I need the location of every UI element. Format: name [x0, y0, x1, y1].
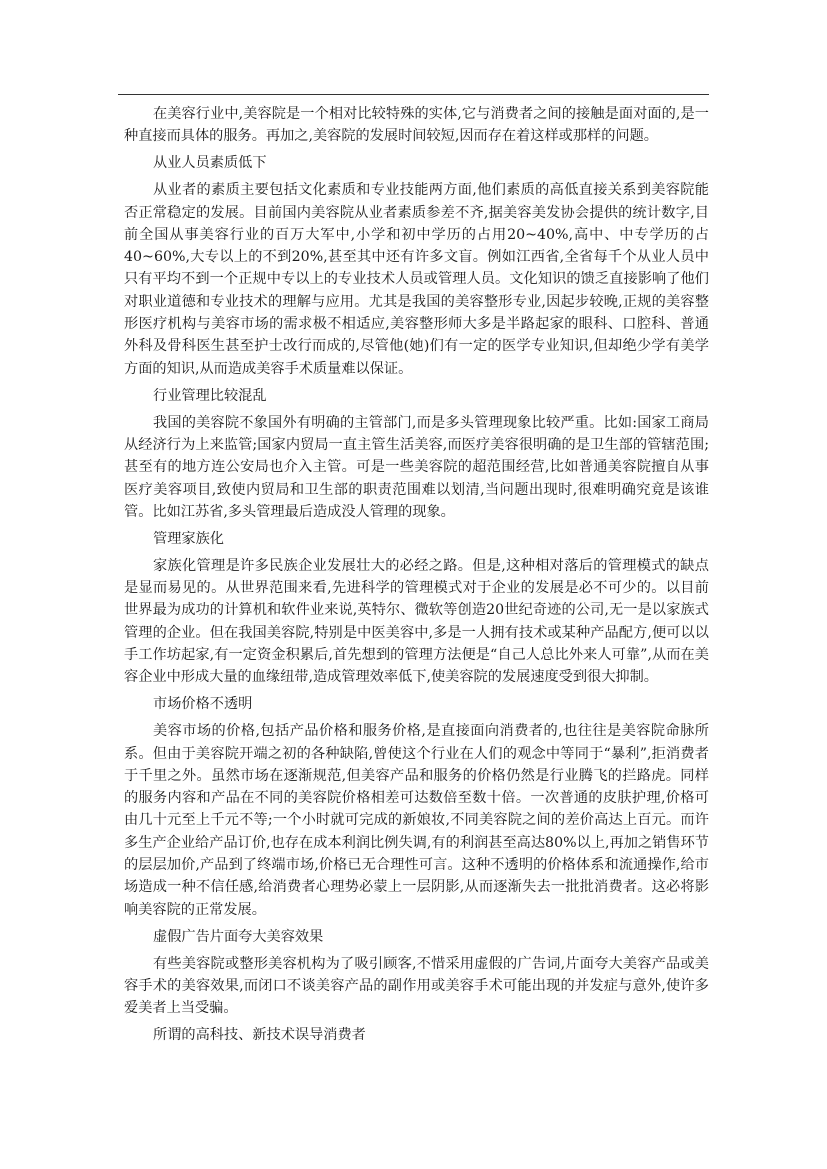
body-paragraph: 我国的美容院不象国外有明确的主管部门,而是多头管理现象比较严重。比如:国家工商局从经济行为上来监管;国家内贸局一直主管生活美容,而医疗美容很明确的是卫生部的管辖范围;甚至有的地方连公安局也介入主管。可是一些美容院的超范围经营,比如普通美容院擅自从事医疗美容项目,致使内贸局和卫生部的职责范围难以划清,当问题出现时,很难明确究竟是该谁管。比如江苏省,多头管理最后造成没人管理的现象。 [124, 414, 709, 520]
section-heading: 虚假广告片面夸大美容效果 [153, 928, 324, 945]
body-paragraph: 家族化管理是许多民族企业发展壮大的必经之路。但是,这种相对落后的管理模式的缺点是显而易见的。从世界范围来看,先进科学的管理模式对于企业的发展是必不可少的。以目前世界最为成功的计算机和软件业来说,英特尔、微软等创造20世纪奇迹的公司,无一是以家族式管理的企业。但在我国美容院,特别是中医美容中,多是一人拥有技术或某种产品配方,便可以以手工作坊起家,有一定资金积累后,首先想到的管理方法便是“自己人总比外来人可靠”,从而在美容企业中形成大量的血缘纽带,造成管理效率低下,使美容院的发展速度受到很大抑制。 [124, 557, 709, 686]
body-paragraph: 从业者的素质主要包括文化素质和专业技能两方面,他们素质的高低直接关系到美容院能否正常稳定的发展。目前国内美容院从业者素质参差不齐,据美容美发协会提供的统计数字,目前全国从事美容行业的百万大军中,小学和初中学历的占用20~40%,高中、中专学历的占40~60%,大专以上的不到20%,甚至其中还有许多文盲。例如江西省,全省每千个从业人员中只有平均不到一个正规中专以上的专业技术人员或管理人员。文化知识的馈乏直接影响了他们对职业道德和专业技术的理解与应用。尤其是我国的美容整形专业,因起步较晚,正规的美容整形医疗机构与美容市场的需求极不相适应,美容整形师大多是半路起家的眼科、口腔科、普通外科及骨科医生甚至护士改行而成的,尽管他(她)们有一定的医学专业知识,但却绝少学有美学方面的知识,从而造成美容手术质量难以保证。 [124, 182, 709, 377]
document-body [124, 103, 709, 1051]
section-heading: 从业人员素质低下 [153, 155, 267, 172]
section-heading: 行业管理比较混乱 [153, 387, 267, 404]
body-paragraph: 美容市场的价格,包括产品价格和服务价格,是直接面向消费者的,也往往是美容院命脉所系。但由于美容院开端之初的各种缺陷,曾使这个行业在人们的观念中等同于“暴利”,拒消费者于千里之外。虽然市场在逐渐规范,但美容产品和服务的价格仍然是行业腾飞的拦路虎。同样的服务内容和产品在不同的美容院价格相差可达数倍至数十倍。一次普通的皮肤护理,价格可由几十元至上千元不等;一个小时就可完成的新娘妆,不同美容院之间的差价高达上百元。而许多生产企业给产品订价,也存在成本利润比例失调,有的利润甚至高达80%以上,再加之销售环节的层层加价,产品到了终端市场,价格已无合理性可言。这种不透明的价格体系和流通操作,给市场造成一种不信任感,给消费者心理势必蒙上一层阴影,从而逐渐失去一批批消费者。这必将影响美容院的正常发展。 [124, 723, 709, 918]
section-heading: 所谓的高科技、新技术误导消费者 [153, 1027, 366, 1044]
section-heading: 市场价格不透明 [153, 696, 253, 713]
section-heading: 管理家族化 [153, 530, 224, 547]
header-rule [118, 94, 709, 95]
body-paragraph: 有些美容院或整形美容机构为了吸引顾客,不惜采用虚假的广告词,片面夸大美容产品或美容手术的美容效果,而闭口不谈美容产品的副作用或美容手术可能出现的并发症与意外,使许多爱美者上当受骗。 [124, 955, 709, 1017]
intro-paragraph: 在美容行业中,美容院是一个相对比较特殊的实体,它与消费者之间的接触是面对面的,是一种直接而具体的服务。再加之,美容院的发展时间较短,因而存在着这样或那样的问题。 [124, 106, 709, 145]
